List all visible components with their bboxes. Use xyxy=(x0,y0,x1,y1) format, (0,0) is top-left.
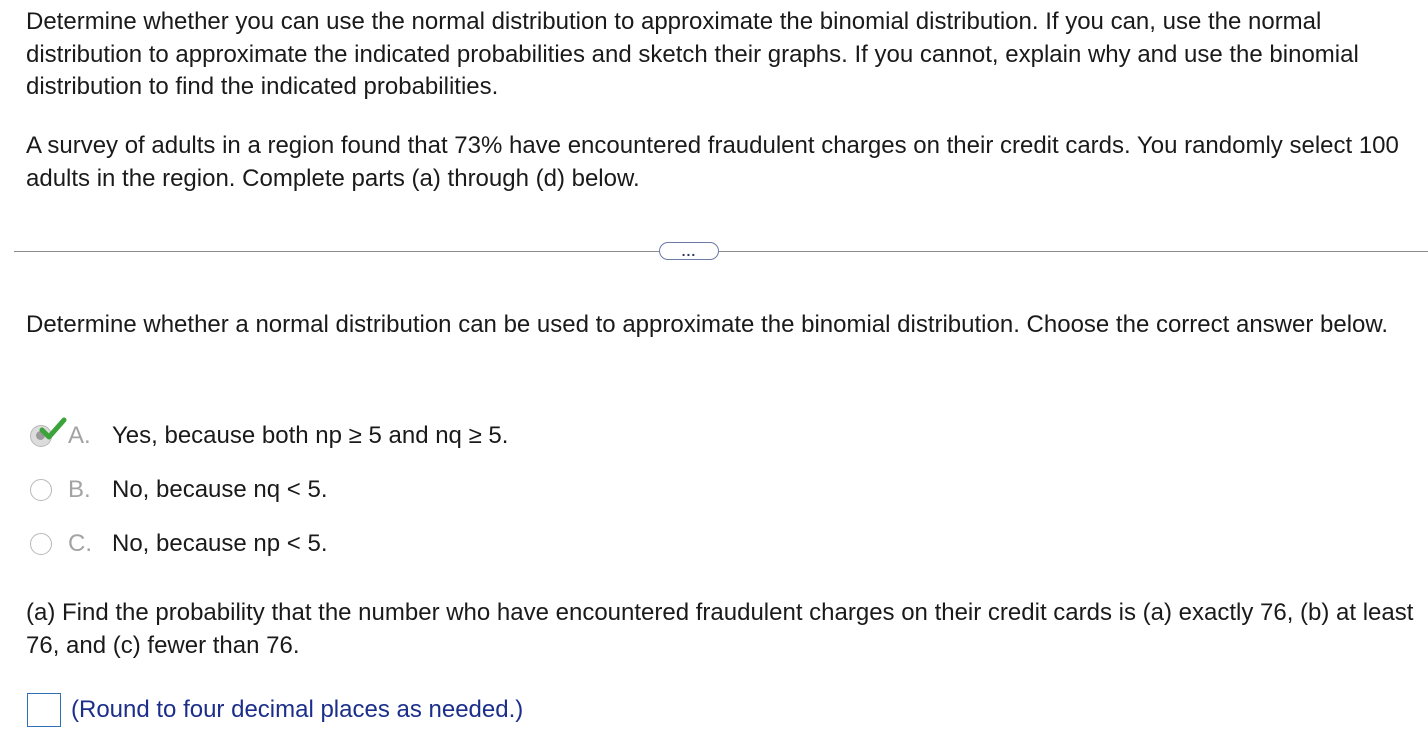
show-previous-parts-button[interactable] xyxy=(659,242,719,260)
checkmark-icon xyxy=(39,417,67,441)
option-c-text: No, because np < 5. xyxy=(112,530,328,557)
option-a-radio[interactable] xyxy=(30,425,52,447)
option-b-text: No, because nq < 5. xyxy=(112,476,328,503)
option-c[interactable] xyxy=(30,527,327,561)
ellipsis-icon: ... xyxy=(681,243,697,259)
answer-row xyxy=(27,692,523,728)
instructions-text: Determine whether you can use the normal distribution to approximate the binomial distribution. If you can, use the normal distribution to approximate the indicated probabilities and sketch their graphs. If you cannot, explain why and use the binomial distribution to find the indicated probabilities. xyxy=(26,8,1359,100)
option-b[interactable] xyxy=(30,473,327,507)
option-a-text: Yes, because both np ≥ 5 and nq ≥ 5. xyxy=(112,422,509,449)
option-b-radio[interactable] xyxy=(30,479,52,501)
section-divider xyxy=(14,242,1428,262)
option-c-radio[interactable] xyxy=(30,533,52,555)
part-a-prompt: (a) Find the probability that the number who have encountered fraudulent charges on their credit cards is (a) exactly 76, (b) at least 76, and (c) fewer than 76. xyxy=(26,599,1414,659)
rounding-note: (Round to four decimal places as needed.) xyxy=(71,696,524,723)
option-a[interactable] xyxy=(30,419,508,453)
answer-input[interactable] xyxy=(27,693,61,727)
scenario-text: A survey of adults in a region found that 73% have encountered fraudulent charges on their credit cards. You randomly select 100 adults in the region. Complete parts (a) through (d) below. xyxy=(26,132,1399,192)
divider-line xyxy=(14,251,1428,252)
option-a-letter: A. xyxy=(68,422,91,449)
option-b-letter: B. xyxy=(68,476,91,503)
question-prompt: Determine whether a normal distribution can be used to approximate the binomial distribution. Choose the correct answer below. xyxy=(26,311,1389,338)
option-c-letter: C. xyxy=(68,530,92,557)
